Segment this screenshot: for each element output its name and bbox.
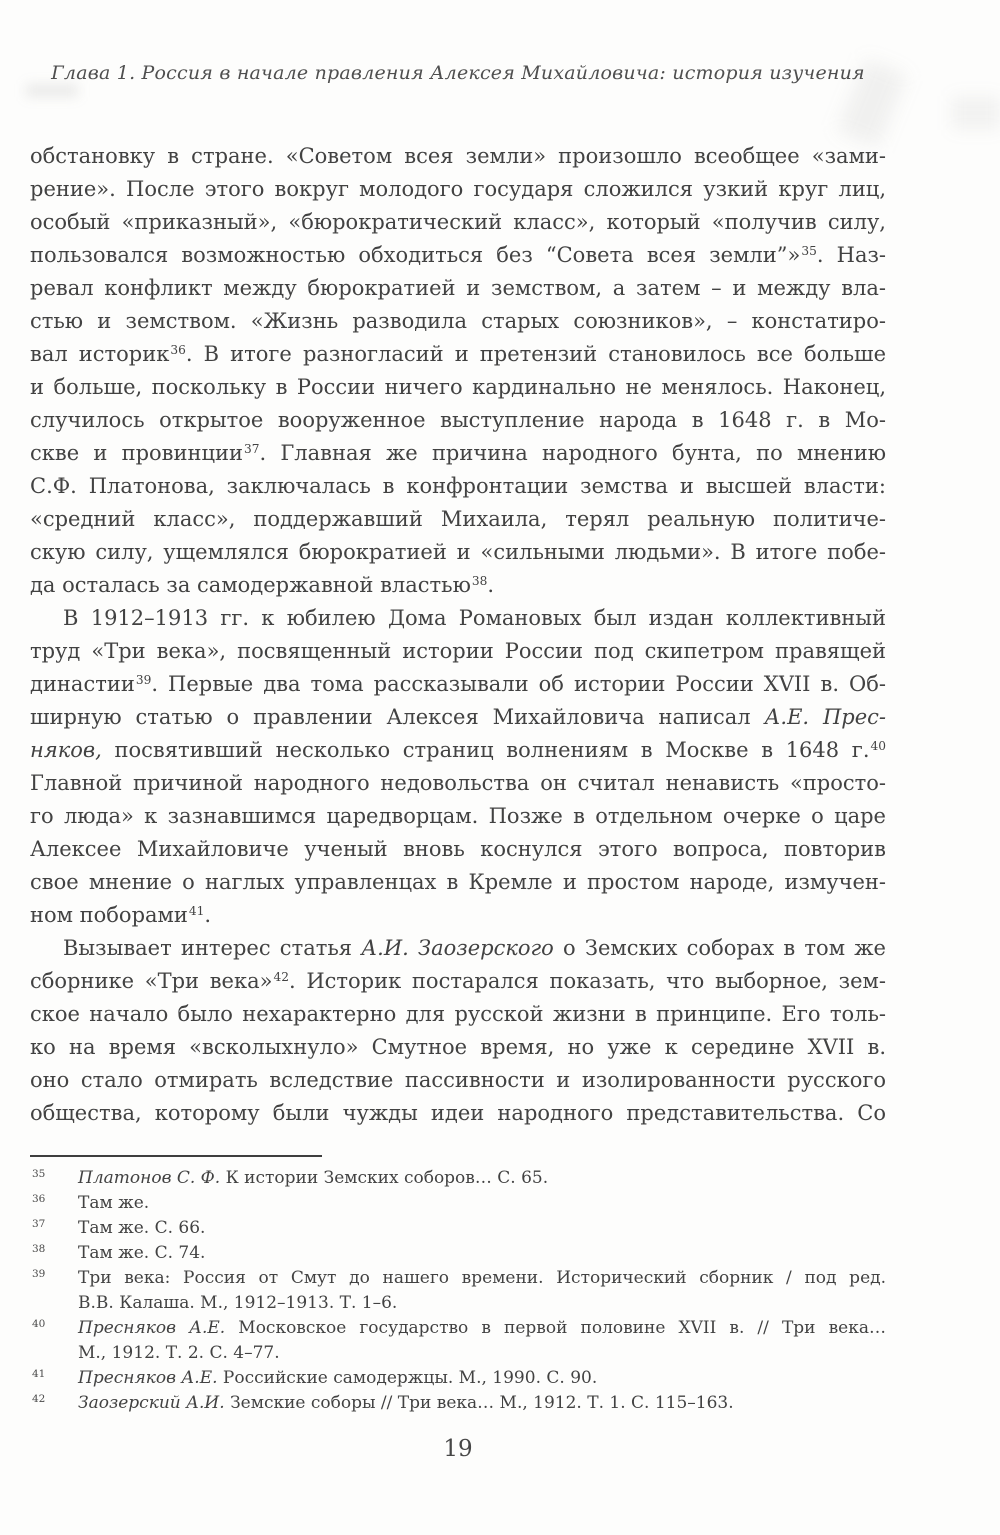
footnote	[30, 1216, 886, 1241]
text-segment: ревал конфликт между бюрократией и земством, а затем – и между вла-	[30, 276, 886, 300]
text-segment: го люда» к зазнавшимся царедворцам. Позже в отдельном очерке о царе	[30, 804, 886, 828]
text-line	[30, 1031, 886, 1064]
text-segment: Там же. С. 74.	[78, 1243, 206, 1263]
text-line	[30, 668, 886, 701]
footnote-number: 38	[32, 1243, 46, 1255]
footnote-number: 39	[32, 1268, 46, 1280]
text-line	[30, 932, 886, 965]
text-line	[78, 1166, 886, 1191]
text-segment: свое мнение о наглых управленцах в Кремле и простом народе, измучен-	[30, 870, 886, 894]
text-line	[30, 272, 886, 305]
italic-text: Платонов С. Ф.	[78, 1168, 221, 1188]
text-segment: общества, которому были чужды идеи народного представительства. Со	[30, 1101, 886, 1125]
text-segment: В.В. Калаша. М., 1912–1913. Т. 1–6.	[78, 1293, 398, 1313]
text-segment: Российские самодержцы. М., 1990. С. 90.	[217, 1368, 598, 1388]
text-line	[30, 173, 886, 206]
italic-text: Пресняков А.Е.	[78, 1368, 218, 1388]
text-segment: Там же.	[78, 1193, 150, 1213]
footnote-rule	[30, 1155, 322, 1157]
running-header: Глава 1. Россия в начале правления Алексея Михайловича: история изучения	[51, 62, 865, 84]
text-segment: ко на время «всколыхнуло» Смутное время, но уже к середине XVII в.	[30, 1035, 886, 1059]
text-line	[78, 1291, 886, 1316]
text-line	[30, 635, 886, 668]
text-segment: труд «Три века», посвященный истории России под скипетром правящей	[30, 639, 886, 663]
text-line	[30, 998, 886, 1031]
text-segment: скве и провинции	[30, 441, 243, 465]
text-line	[30, 602, 886, 635]
italic-text: А.Е. Прес-	[764, 705, 886, 729]
footnote-number: 37	[32, 1218, 46, 1230]
footnote-ref: 36	[170, 343, 186, 358]
italic-text: Пресняков А.Е.	[78, 1318, 226, 1338]
text-line	[30, 437, 886, 470]
text-segment: . Историк постарался показать, что выборное, зем-	[288, 969, 886, 993]
text-line	[30, 338, 886, 371]
text-segment: . Первые два тома рассказывали об истории России XVII в. Об-	[151, 672, 886, 696]
text-segment: Вызывает интерес статья	[63, 936, 362, 960]
text-segment: обстановку в стране. «Советом всея земли» произошло всеобщее «зами-	[30, 144, 886, 168]
footnote-ref: 42	[273, 970, 289, 985]
text-line	[78, 1266, 886, 1291]
italic-text: няков,	[30, 738, 102, 762]
page-number: 19	[443, 1436, 473, 1462]
footnote	[30, 1391, 886, 1416]
body-text	[30, 140, 886, 1130]
text-segment: случилось открытое вооруженное выступление народа в 1648 г. в Мо-	[30, 408, 886, 432]
text-line	[30, 833, 886, 866]
text-segment: Московское государство в первой половине XVII в. // Три века…	[225, 1318, 886, 1338]
text-line	[30, 1064, 886, 1097]
text-segment: ширную статью о правлении Алексея Михайловича написал	[30, 705, 765, 729]
text-segment: Три века: Россия от Смут до нашего времени. Исторический сборник / под ред.	[78, 1268, 886, 1288]
text-line	[30, 701, 886, 734]
footnote	[30, 1266, 886, 1316]
text-segment: К истории Земских соборов… С. 65.	[220, 1168, 549, 1188]
text-segment: да осталась за самодержавной властью	[30, 573, 471, 597]
footnote	[30, 1191, 886, 1216]
footnote-ref: 38	[471, 574, 488, 589]
text-segment: ское начало было нехарактерно для русской жизни в принципе. Его толь-	[30, 1002, 886, 1026]
text-segment: и больше, поскольку в России ничего кардинально не менялось. Наконец,	[30, 375, 886, 399]
text-line	[78, 1241, 886, 1266]
text-line	[78, 1366, 886, 1391]
footnote-number: 40	[32, 1318, 46, 1330]
text-segment: вал историк	[30, 342, 170, 366]
text-line	[30, 1097, 886, 1130]
footnote	[30, 1166, 886, 1191]
text-segment: ном поборами	[30, 903, 188, 927]
text-segment: Там же. С. 66.	[78, 1218, 206, 1238]
footnote-ref: 41	[188, 904, 205, 919]
text-segment: Главной причиной народного недовольства он считал ненависть «просто-	[30, 771, 886, 795]
text-line	[30, 206, 886, 239]
text-line	[78, 1341, 886, 1366]
text-segment: стью и земством. «Жизнь разводила старых союзников», – констатиро-	[30, 309, 886, 333]
text-line	[30, 965, 886, 998]
text-line	[30, 767, 886, 800]
text-segment: династии	[30, 672, 135, 696]
text-line	[78, 1191, 886, 1216]
italic-text: Заозерский А.И.	[78, 1393, 225, 1413]
text-segment: .	[204, 903, 212, 927]
text-line	[30, 800, 886, 833]
footnote-number: 36	[32, 1193, 46, 1205]
text-line	[78, 1216, 886, 1241]
text-line	[30, 536, 886, 569]
footnote-ref: 39	[135, 673, 152, 688]
text-segment: М., 1912. Т. 2. С. 4–77.	[78, 1343, 280, 1363]
footnote	[30, 1316, 886, 1366]
footnote	[30, 1366, 886, 1391]
text-segment: «средний класс», поддержавший Михаила, терял реальную политиче-	[30, 507, 886, 531]
text-line	[30, 866, 886, 899]
text-segment: . В итоге разногласий и претензий становилось все больше	[185, 342, 887, 366]
text-line	[30, 140, 886, 173]
footnote-ref: 40	[870, 739, 886, 754]
footnote-ref: 37	[243, 442, 260, 457]
footnote-ref: 35	[801, 244, 817, 259]
text-segment: оно стало отмирать вследствие пассивности и изолированности русского	[30, 1068, 886, 1092]
footnote-number: 35	[32, 1168, 46, 1180]
text-line	[30, 503, 886, 536]
paragraph	[30, 602, 886, 932]
text-line	[30, 899, 886, 932]
footnote	[30, 1241, 886, 1266]
text-segment: Алексее Михайловиче ученый вновь коснулся этого вопроса, повторив	[30, 837, 886, 861]
footnote-number: 42	[32, 1393, 46, 1405]
text-line	[78, 1391, 886, 1416]
text-segment: посвятивший несколько страниц волнениям в Москве в 1648 г.	[101, 738, 870, 762]
text-segment: .	[487, 573, 495, 597]
text-segment: скую силу, ущемлялся бюрократией и «сильными людьми». В итоге побе-	[30, 540, 886, 564]
text-segment: . Наз-	[816, 243, 887, 267]
text-segment: Земские соборы // Три века… М., 1912. Т. 1. С. 115–163.	[224, 1393, 734, 1413]
text-segment: В 1912–1913 гг. к юбилею Дома Романовых был издан коллективный	[63, 606, 886, 630]
italic-text: А.И. Заозерского	[361, 936, 554, 960]
text-segment: С.Ф. Платонова, заключалась в конфронтации земства и высшей власти:	[30, 474, 886, 498]
text-line	[30, 305, 886, 338]
footnotes	[30, 1166, 886, 1416]
footnote-number: 41	[32, 1368, 46, 1380]
text-line	[30, 470, 886, 503]
text-line	[30, 404, 886, 437]
text-segment: о Земских соборах в том же	[553, 936, 886, 960]
text-segment: пользовался возможностью обходиться без “Совета всея земли”»	[30, 243, 801, 267]
paragraph	[30, 140, 886, 602]
text-segment: сборнике «Три века»	[30, 969, 273, 993]
text-line	[30, 569, 886, 602]
text-segment: . Главная же причина народного бунта, по мнению	[259, 441, 886, 465]
scan-smudge	[952, 96, 1000, 130]
text-line	[30, 734, 886, 767]
text-line	[30, 239, 886, 272]
text-line	[78, 1316, 886, 1341]
text-segment: рение». После этого вокруг молодого государя сложился узкий круг лиц,	[30, 177, 886, 201]
paragraph	[30, 932, 886, 1130]
text-segment: особый «приказный», «бюрократический класс», который «получив силу,	[30, 210, 886, 234]
text-line	[30, 371, 886, 404]
